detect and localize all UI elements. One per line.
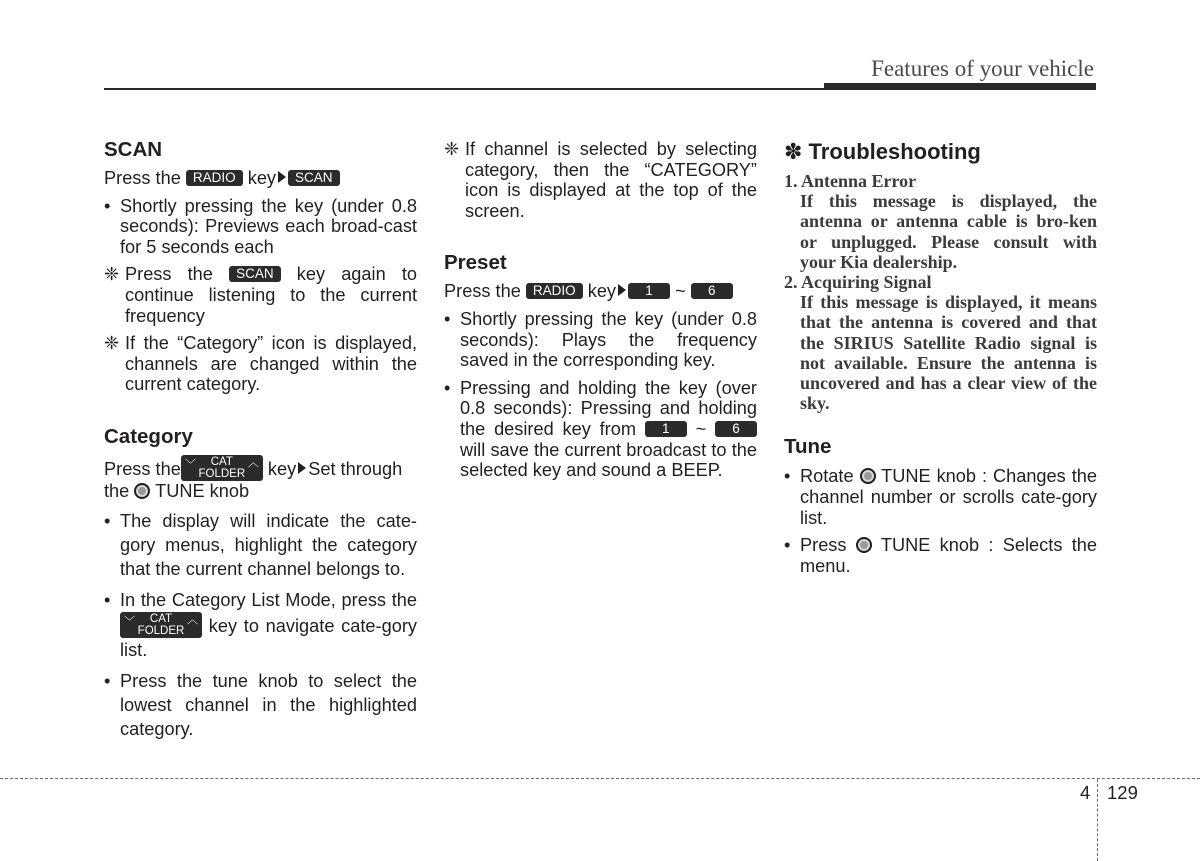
- list-item: [104, 196, 417, 258]
- arrow-right-icon: [618, 284, 626, 296]
- troubleshooting-item-title: 2. Acquiring Signal: [784, 272, 932, 293]
- radio-key-icon: RADIO: [186, 170, 243, 186]
- preset-key-text: key: [587, 281, 617, 302]
- bullet-marker: •: [444, 308, 451, 329]
- category-heading: Category: [104, 424, 193, 448]
- column-left: [104, 138, 417, 741]
- preset-1-key-icon: 1: [628, 283, 670, 299]
- preset-press-text: Press the: [444, 281, 521, 302]
- list-item: [784, 535, 1097, 576]
- tune-knob-icon: [860, 468, 876, 484]
- preset-bullet2-text-b: will save the current broadcast to the selected key and sound a BEEP.: [460, 439, 757, 481]
- footer-page-divider: [1097, 779, 1098, 861]
- arrow-right-icon: [278, 171, 286, 183]
- scan-key-icon: SCAN: [229, 266, 281, 282]
- category-bullet2-text: In the Category List Mode, press the: [120, 589, 417, 610]
- tune-heading: Tune: [784, 435, 832, 459]
- category-tune-knob-text: TUNE knob: [155, 480, 250, 501]
- preset-6-key-icon: 6: [691, 283, 733, 299]
- note-item: [444, 139, 757, 221]
- preset-bullet2-text: Pressing and holding the key (over 0.8 seconds): Pressing and holding the desired key from: [460, 377, 757, 439]
- list-item: [104, 669, 417, 741]
- column-right: [784, 139, 1097, 576]
- note-item: [104, 333, 417, 395]
- category-key-text: key: [267, 458, 297, 479]
- bullet-marker: •: [104, 195, 111, 216]
- scan-heading: SCAN: [104, 138, 163, 161]
- note-marker-icon: ❈: [104, 264, 120, 285]
- scan-bullet-text: Shortly pressing the key (under 0.8 seconds): Previews each broad-cast for 5 seconds each: [120, 195, 417, 257]
- troubleshooting-item-title: 1. Antenna Error: [784, 171, 917, 191]
- category-set-through-text: Set through: [308, 458, 403, 479]
- scan-note1-text: Press the: [125, 264, 213, 285]
- footer-divider: [0, 778, 1200, 779]
- list-item: [444, 309, 757, 371]
- preset-heading: Preset: [444, 251, 507, 275]
- bullet-marker: •: [784, 535, 791, 556]
- column-middle: [444, 139, 757, 481]
- cat-folder-key-icon: ﹀ CAT FOLDER ︿: [120, 612, 202, 638]
- troubleshooting-item-body: If this message is displayed, it means that the antenna is covered and that the SIRIUS Satellite Radio signal is not available. Ensure the antenna is uncovered and has a clear view of the sky.: [800, 292, 1097, 414]
- scan-key-icon: SCAN: [288, 170, 340, 186]
- note-marker-icon: ❈: [104, 333, 120, 354]
- bullet-marker: •: [784, 466, 791, 487]
- list-item: [104, 588, 417, 662]
- bullet-marker: •: [104, 670, 111, 691]
- tune-bullet1-text: Rotate: [800, 466, 854, 487]
- note-item: [104, 264, 417, 326]
- category-the-text: the: [104, 480, 130, 501]
- bullet-marker: •: [104, 510, 111, 531]
- troubleshooting-heading: ✽ Troubleshooting: [784, 139, 981, 164]
- category-press-line: [104, 455, 417, 502]
- troubleshooting-item-body: If this message is displayed, the antenna or antenna cable is bro-ken or unplugged. Please consult with your Kia dealership.: [800, 191, 1097, 272]
- preset-press-line: [444, 281, 757, 302]
- list-item: [784, 466, 1097, 528]
- tune-bullet2-text-b: TUNE knob : Selects the menu.: [800, 535, 1098, 576]
- tune-bullet2-text: Press: [800, 535, 847, 556]
- scan-press-line: [104, 168, 417, 189]
- range-tilde: ~: [675, 281, 686, 302]
- scan-note1-text-b: key again to continue listening to the current frequency: [125, 264, 418, 326]
- preset-bullet1-text: Shortly pressing the key (under 0.8 seconds): Plays the frequency saved in the corresponding key.: [460, 308, 757, 371]
- note-marker-icon: ❈: [444, 139, 460, 159]
- scan-key-text: key: [247, 168, 277, 188]
- header-rule-thin: [104, 88, 824, 90]
- tune-knob-icon: [134, 483, 150, 499]
- troubleshooting-item: [784, 272, 1097, 413]
- category-bullet1-text: The display will indicate the cate-gory menus, highlight the category that the current channel belongs to.: [120, 510, 417, 579]
- page-number: 129: [1107, 782, 1138, 803]
- category-bullet2-text-b: key to navigate cate-gory list.: [120, 615, 417, 660]
- radio-key-icon: RADIO: [526, 283, 583, 299]
- scan-press-text: Press the: [104, 168, 181, 188]
- preset-6-key-icon: 6: [715, 421, 757, 437]
- cat-folder-key-icon: ﹀ CAT FOLDER ︿: [181, 455, 263, 481]
- preset-1-key-icon: 1: [645, 421, 687, 437]
- header-rule-thick: [824, 83, 1096, 90]
- category-bullet3-text: Press the tune knob to select the lowest channel in the highlighted category.: [120, 670, 417, 739]
- range-tilde: ~: [695, 418, 707, 439]
- category-press-text: Press the: [104, 458, 181, 479]
- bullet-marker: •: [104, 589, 111, 610]
- page-header-title: Features of your vehicle: [871, 56, 1094, 81]
- troubleshooting-item: [784, 171, 1097, 272]
- list-item: [104, 509, 417, 581]
- arrow-right-icon: [298, 462, 306, 474]
- chapter-number: 4: [1080, 782, 1091, 803]
- scan-note2-text: If the “Category” icon is displayed, channels are changed within the current category.: [125, 333, 417, 395]
- category-note-text: If channel is selected by selecting category, then the “CATEGORY” icon is displayed at the top of the screen.: [465, 139, 757, 221]
- bullet-marker: •: [444, 377, 451, 398]
- list-item: [444, 378, 757, 481]
- tune-knob-icon: [856, 537, 872, 553]
- tune-bullet1-text-b: TUNE knob : Changes the channel number or scrolls cate-gory list.: [800, 466, 1097, 528]
